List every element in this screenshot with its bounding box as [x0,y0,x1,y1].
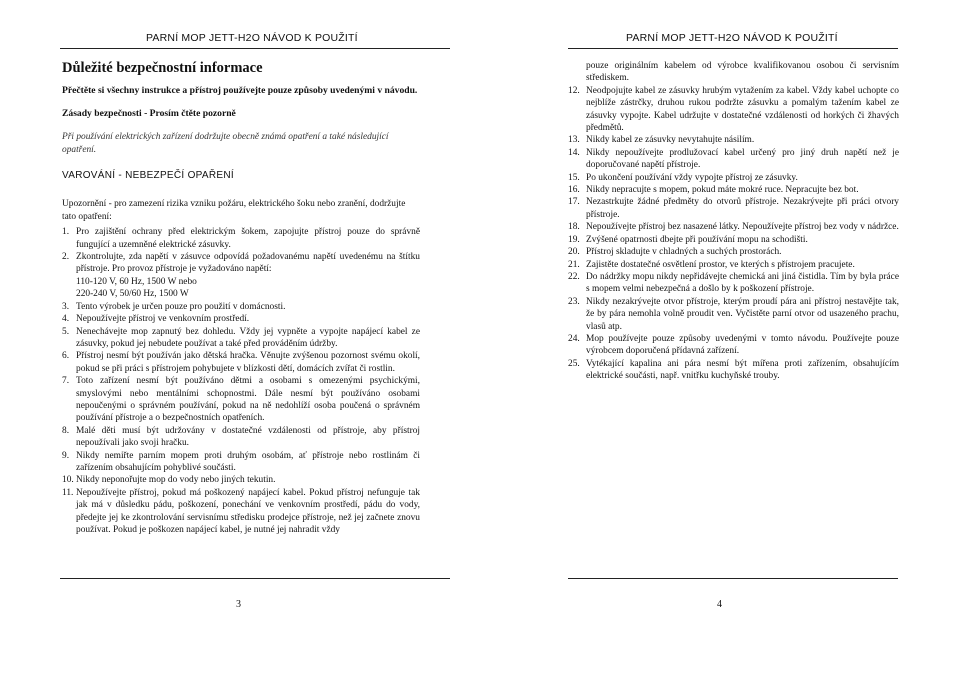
page-header: PARNÍ MOP JETT-H2O NÁVOD K POUŽITÍ [626,32,838,44]
item-text: Nikdy nepoužívejte prodlužovací kabel určený pro jiný druh napětí než je doporučované napětí přístroje. [586,147,899,171]
item-number: 2. [62,252,70,263]
item-number: 1. [62,227,70,238]
item-text: Mop používejte pouze způsoby uvedenými v tomto návodu. Používejte pouze výrobcem doporučená přídavná zařízení. [586,333,899,357]
list-item [568,134,899,146]
list-item [62,301,420,313]
item-text: Nikdy nemiřte parním mopem proti druhým osobám, ať přístroje nebo rostlinám či zařízením obsahujícím pohyblivé součásti. [76,450,420,473]
intro-text: Přečtěte si všechny instrukce a přístroj používejte pouze způsoby uvedenými v návodu. [62,85,418,97]
item-number: 12. [568,85,580,96]
list-item [62,487,420,537]
list-item [62,276,420,288]
list-item [568,296,899,333]
item-number: 14. [568,147,580,158]
item-number: 19. [568,234,580,245]
item-text: Nenechávejte mop zapnutý bez dohledu. Vždy jej vypněte a vypojte napájecí kabel ze zásuvky, pokud jej nebudete používat a také před prováděním údržby. [76,326,420,349]
item-number: 22. [568,271,580,282]
page-right [480,0,960,674]
item-number: 15. [568,172,580,183]
list-item [568,196,899,221]
item-number: 21. [568,259,580,270]
item-number: 10. [62,475,74,486]
item-text: Nepoužívejte přístroj, pokud má poškozený napájecí kabel. Pokud přístroj nefunguje tak jak má v důsledku pádu, poškození, ponechání ve venkovním prostředí, pádu do vody, předejte jej ke zkontrolování servisnímu středisku prodejce přístroje, než jej začnete znovu používat. Pokud je poškozen napájecí kabel, je nutné jej nahradit vždy [76,487,420,535]
left-content [62,62,420,536]
list-item [568,85,899,135]
item-number: 25. [568,358,580,369]
item-text: Nepoužívejte přístroj ve venkovním prostředí. [76,314,250,325]
list-item [62,425,420,450]
list-item [568,259,899,271]
footer-divider [568,578,898,579]
list-item [568,271,899,296]
warning-heading: VAROVÁNÍ - NEBEZPEČÍ OPAŘENÍ [62,170,234,182]
list-item [62,251,420,276]
page-number: 3 [236,599,241,610]
list-item [62,326,420,351]
item-text: Přístroj skladujte v chladných a suchých prostorách. [586,247,782,258]
item-text: Nikdy kabel ze zásuvky nevytahujte násilím. [586,135,755,146]
list-item [62,226,420,251]
section-title: Důležité bezpečnostní informace [62,60,263,76]
item-text: Do nádržky mopu nikdy nepřidávejte chemická ani jiná čistidla. Tím by byla práce s mopem velmi nebezpečná a došlo by k poškození přístroje. [586,271,899,295]
list-item [568,333,899,358]
item-number: 6. [62,351,70,362]
left-safety-list [62,226,420,536]
item-number: 23. [568,296,580,307]
list-item [568,234,899,246]
item-text: Po ukončení používání vždy vypojte přístroj ze zásuvky. [586,172,798,183]
item-number: 16. [568,185,580,196]
list-item [568,221,899,233]
caution-text: Upozornění - pro zamezení rizika vzniku požáru, elektrického šoku nebo zranění, dodržujte tato opatření: [62,199,406,222]
item-number: 5. [62,326,70,337]
item-text: Zajistěte dostatečné osvětlení prostor, ve kterých s přístrojem pracujete. [586,259,855,270]
list-item [568,184,899,196]
item-text: pouze originálním kabelem od výrobce kvalifikovanou osobou či servisním střediskem. [586,61,899,84]
item-text: Přístroj nesmí být používán jako dětská hračka. Věnujte zvýšenou pozornost svému okolí, pokud se při práci s přístrojem pohybujete v blízkosti dětí, domácích zvířat či rostlin. [76,351,420,374]
item-text: Nepoužívejte přístroj bez nasazené látky. Nepoužívejte přístroj bez vody v nádržce. [586,222,899,233]
item-number: 7. [62,376,70,387]
item-number: 18. [568,222,580,233]
list-item [62,474,420,486]
item-number: 17. [568,197,580,208]
list-item [62,350,420,375]
header-divider [568,48,898,49]
item-text: Tento výrobek je určen pouze pro použití v domácnosti. [76,301,286,312]
item-number: 11. [62,487,74,498]
right-safety-list [568,60,899,383]
list-item [62,288,420,300]
item-text: Zkontrolujte, zda napětí v zásuvce odpovídá požadovanému napětí uvedenému na štítku přístroje. Pro provoz přístroje je vyžadováno napětí: [76,252,420,275]
item-number: 4. [62,314,70,325]
item-text: Zvýšené opatrnosti dbejte při používání mopu na schodišti. [586,234,808,245]
item-text: 220-240 V, 50/60 Hz, 1500 W [76,289,189,300]
item-text: 110-120 V, 60 Hz, 1500 W nebo [76,276,197,287]
item-number: 3. [62,301,70,312]
item-text: Nezastrkujte žádné předměty do otvorů přístroje. Nezakrývejte při práci otvory přístroje. [586,197,899,220]
item-number: 8. [62,425,70,436]
page-number: 4 [717,599,722,610]
list-item [62,450,420,475]
item-text: Malé děti musí být udržovány v dostatečné vzdálenosti od přístroje, aby přístroj nepoužívali jako svoji hračku. [76,425,420,449]
item-text: Neodpojujte kabel ze zásuvky hrubým vytažením za kabel. Vždy kabel uchopte co nejblíže zástrčky, druhou rukou podržte zásuvku a pomalým tažením kabel ze zásuvky vypojte. Kabel udržujte v dostatečné vzdálenosti od horkých či žhavých předmětů. [586,85,899,134]
footer-divider [60,578,450,579]
list-item [62,375,420,425]
right-content [568,60,899,383]
page-header: PARNÍ MOP JETT-H2O NÁVOD K POUŽITÍ [146,32,358,44]
item-text: Toto zařízení nesmí být používáno dětmi a osobami s omezenými psychickými, smyslovými nebo mentálními schopnostmi. Dále nesmí být používáno osobami nepoučenými o správném používání, pokud na ně nedohlíží osoba poučená o správném používání přístroje a o bezpečnostních opatřeních. [76,376,420,424]
list-item [568,60,899,85]
item-number: 13. [568,135,580,146]
header-divider [60,48,450,49]
italic-note: Při používání elektrických zařízení dodržujte obecně známá opatření a také následující opatření. [62,132,389,155]
item-text: Nikdy nepracujte s mopem, pokud máte mokré ruce. Nepracujte bez bot. [586,185,859,196]
safety-heading: Zásady bezpečnosti - Prosím čtěte pozorně [62,107,236,119]
item-text: Nikdy neponořujte mop do vody nebo jiných tekutin. [76,475,276,486]
item-text: Pro zajištění ochrany před elektrickým šokem, zapojujte přístroj pouze do správně fungující a uzemněné elektrické zásuvky. [76,227,420,250]
item-text: Nikdy nezakrývejte otvor přístroje, kterým proudí pára ani přístroj nestavějte tak, že by pára nemohla volně proudit ven. Vyčistěte parní otvor od usazeného prachu, vlasů atp. [586,296,899,332]
item-text: Vytékající kapalina ani pára nesmí být mířena proti zařízením, obsahujícím elektrické součásti, např. vnitřku kuchyňské trouby. [586,358,899,382]
list-item [568,358,899,383]
list-item [568,246,899,258]
item-number: 24. [568,333,580,344]
list-item [568,172,899,184]
list-item [62,313,420,325]
list-item [568,147,899,172]
item-number: 20. [568,247,580,258]
item-number: 9. [62,450,70,461]
